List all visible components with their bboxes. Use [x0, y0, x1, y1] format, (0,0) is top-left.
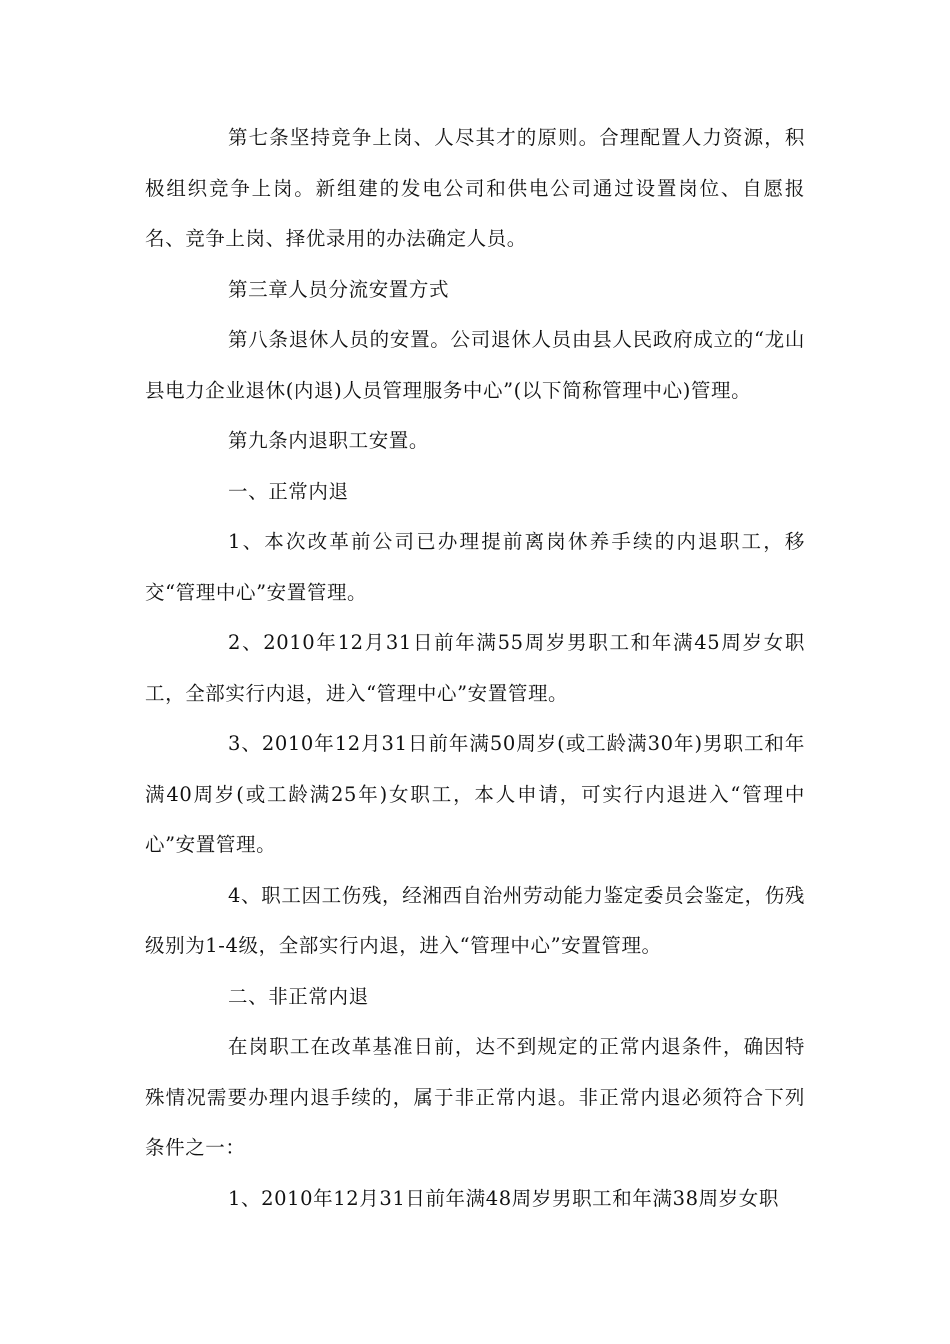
list-item-normal-3: 3、2010年12月31日前年满50周岁(或工龄满30年)男职工和年满40周岁(或工龄满25年)女职工，本人申请，可实行内退进入“管理中心”安置管理。: [145, 732, 805, 856]
document-body: [145, 113, 805, 1224]
list-item-normal-2: 2、2010年12月31日前年满55周岁男职工和年满45周岁女职工，全部实行内退，进入“管理中心”安置管理。: [145, 631, 805, 705]
list-item-normal-4: 4、职工因工伤残，经湘西自治州劳动能力鉴定委员会鉴定，伤残级别为1-4级，全部实行内退，进入“管理中心”安置管理。: [145, 883, 805, 957]
paragraph-article-7: 第七条坚持竞争上岗、人尽其才的原则。合理配置人力资源，积极组织竞争上岗。新组建的发电公司和供电公司通过设置岗位、自愿报名、竞争上岗、择优录用的办法确定人员。: [145, 126, 805, 250]
list-item-abnormal-1: 1、2010年12月31日前年满48周岁男职工和年满38周岁女职: [228, 1186, 779, 1210]
list-item-normal-1: 1、本次改革前公司已办理提前离岗休养手续的内退职工，移交“管理中心”安置管理。: [145, 530, 805, 604]
paragraph-article-8: 第八条退休人员的安置。公司退休人员由县人民政府成立的“龙山县电力企业退休(内退)人员管理服务中心”(以下简称管理中心)管理。: [145, 328, 805, 402]
paragraph-abnormal-intro: 在岗职工在改革基准日前，达不到规定的正常内退条件，确因特殊情况需要办理内退手续的，属于非正常内退。非正常内退必须符合下列条件之一：: [145, 1035, 805, 1159]
section-heading-abnormal-retirement: 二、非正常内退: [228, 984, 369, 1008]
paragraph-article-9: 第九条内退职工安置。: [228, 429, 430, 452]
section-heading-normal-retirement: 一、正常内退: [228, 479, 349, 503]
chapter-heading-3: 第三章人员分流安置方式: [228, 277, 450, 301]
